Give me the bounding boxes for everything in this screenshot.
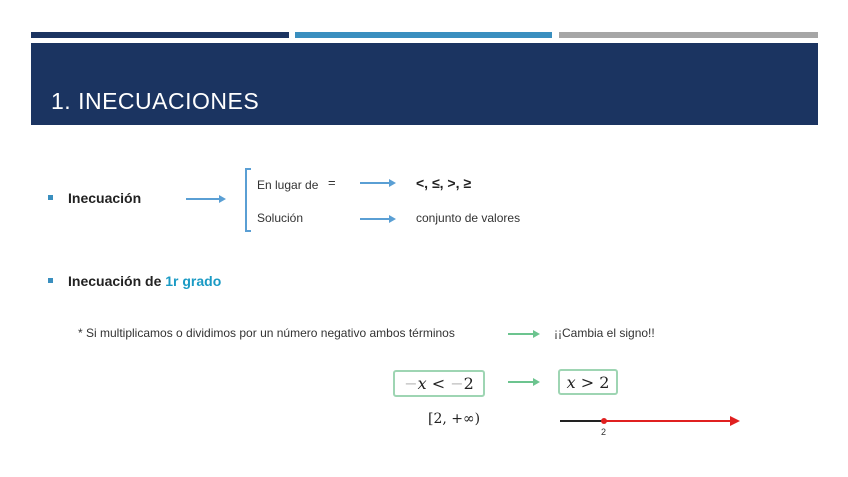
section-heading-primer-grado [68, 273, 221, 289]
arrow-right-icon [508, 377, 540, 387]
variable-x: x [566, 372, 576, 392]
row2-value: conjunto de valores [416, 211, 521, 225]
section-heading-inecuacion: Inecuación [68, 190, 142, 206]
interval-notation: [2, +∞) [428, 411, 481, 427]
heading-prefix: Inecuación de [68, 273, 166, 289]
number-line [560, 414, 742, 440]
arrow-right-icon [360, 178, 396, 188]
slide-title: 1. INECUACIONES [51, 88, 260, 114]
row2-label: Solución [257, 211, 304, 225]
inequality-symbols: <, ≤, >, ≥ [416, 175, 472, 191]
greater-than-operator: > [580, 372, 595, 392]
slide-header [31, 43, 818, 125]
heading-accent: 1r grado [165, 273, 222, 289]
top-bar-dark [31, 32, 289, 38]
inequality-result-box [558, 369, 618, 395]
top-bar-gray [559, 32, 818, 38]
less-than-operator: < [431, 374, 446, 393]
rule-note: * Si multiplicamos o dividimos por un número negativo ambos términos [78, 326, 455, 340]
rule-result: ¡¡Cambia el signo!! [554, 326, 655, 340]
arrow-right-icon [508, 329, 540, 339]
minus-sign: − [450, 374, 464, 393]
row1-label: En lugar de [257, 178, 319, 192]
arrow-right-icon [360, 214, 396, 224]
row1-equals: = [328, 175, 336, 190]
number-line-tick-label: 2 [601, 427, 607, 437]
number-two: 2 [599, 372, 610, 392]
number-two: 2 [463, 374, 474, 393]
arrow-right-icon [186, 194, 226, 204]
top-bar-blue [295, 32, 552, 38]
bullet-marker [48, 278, 53, 283]
minus-sign: − [404, 374, 418, 393]
bracket-icon [244, 168, 252, 232]
bullet-marker [48, 195, 53, 200]
variable-x: x [417, 374, 427, 393]
inequality-original-box [393, 370, 485, 397]
